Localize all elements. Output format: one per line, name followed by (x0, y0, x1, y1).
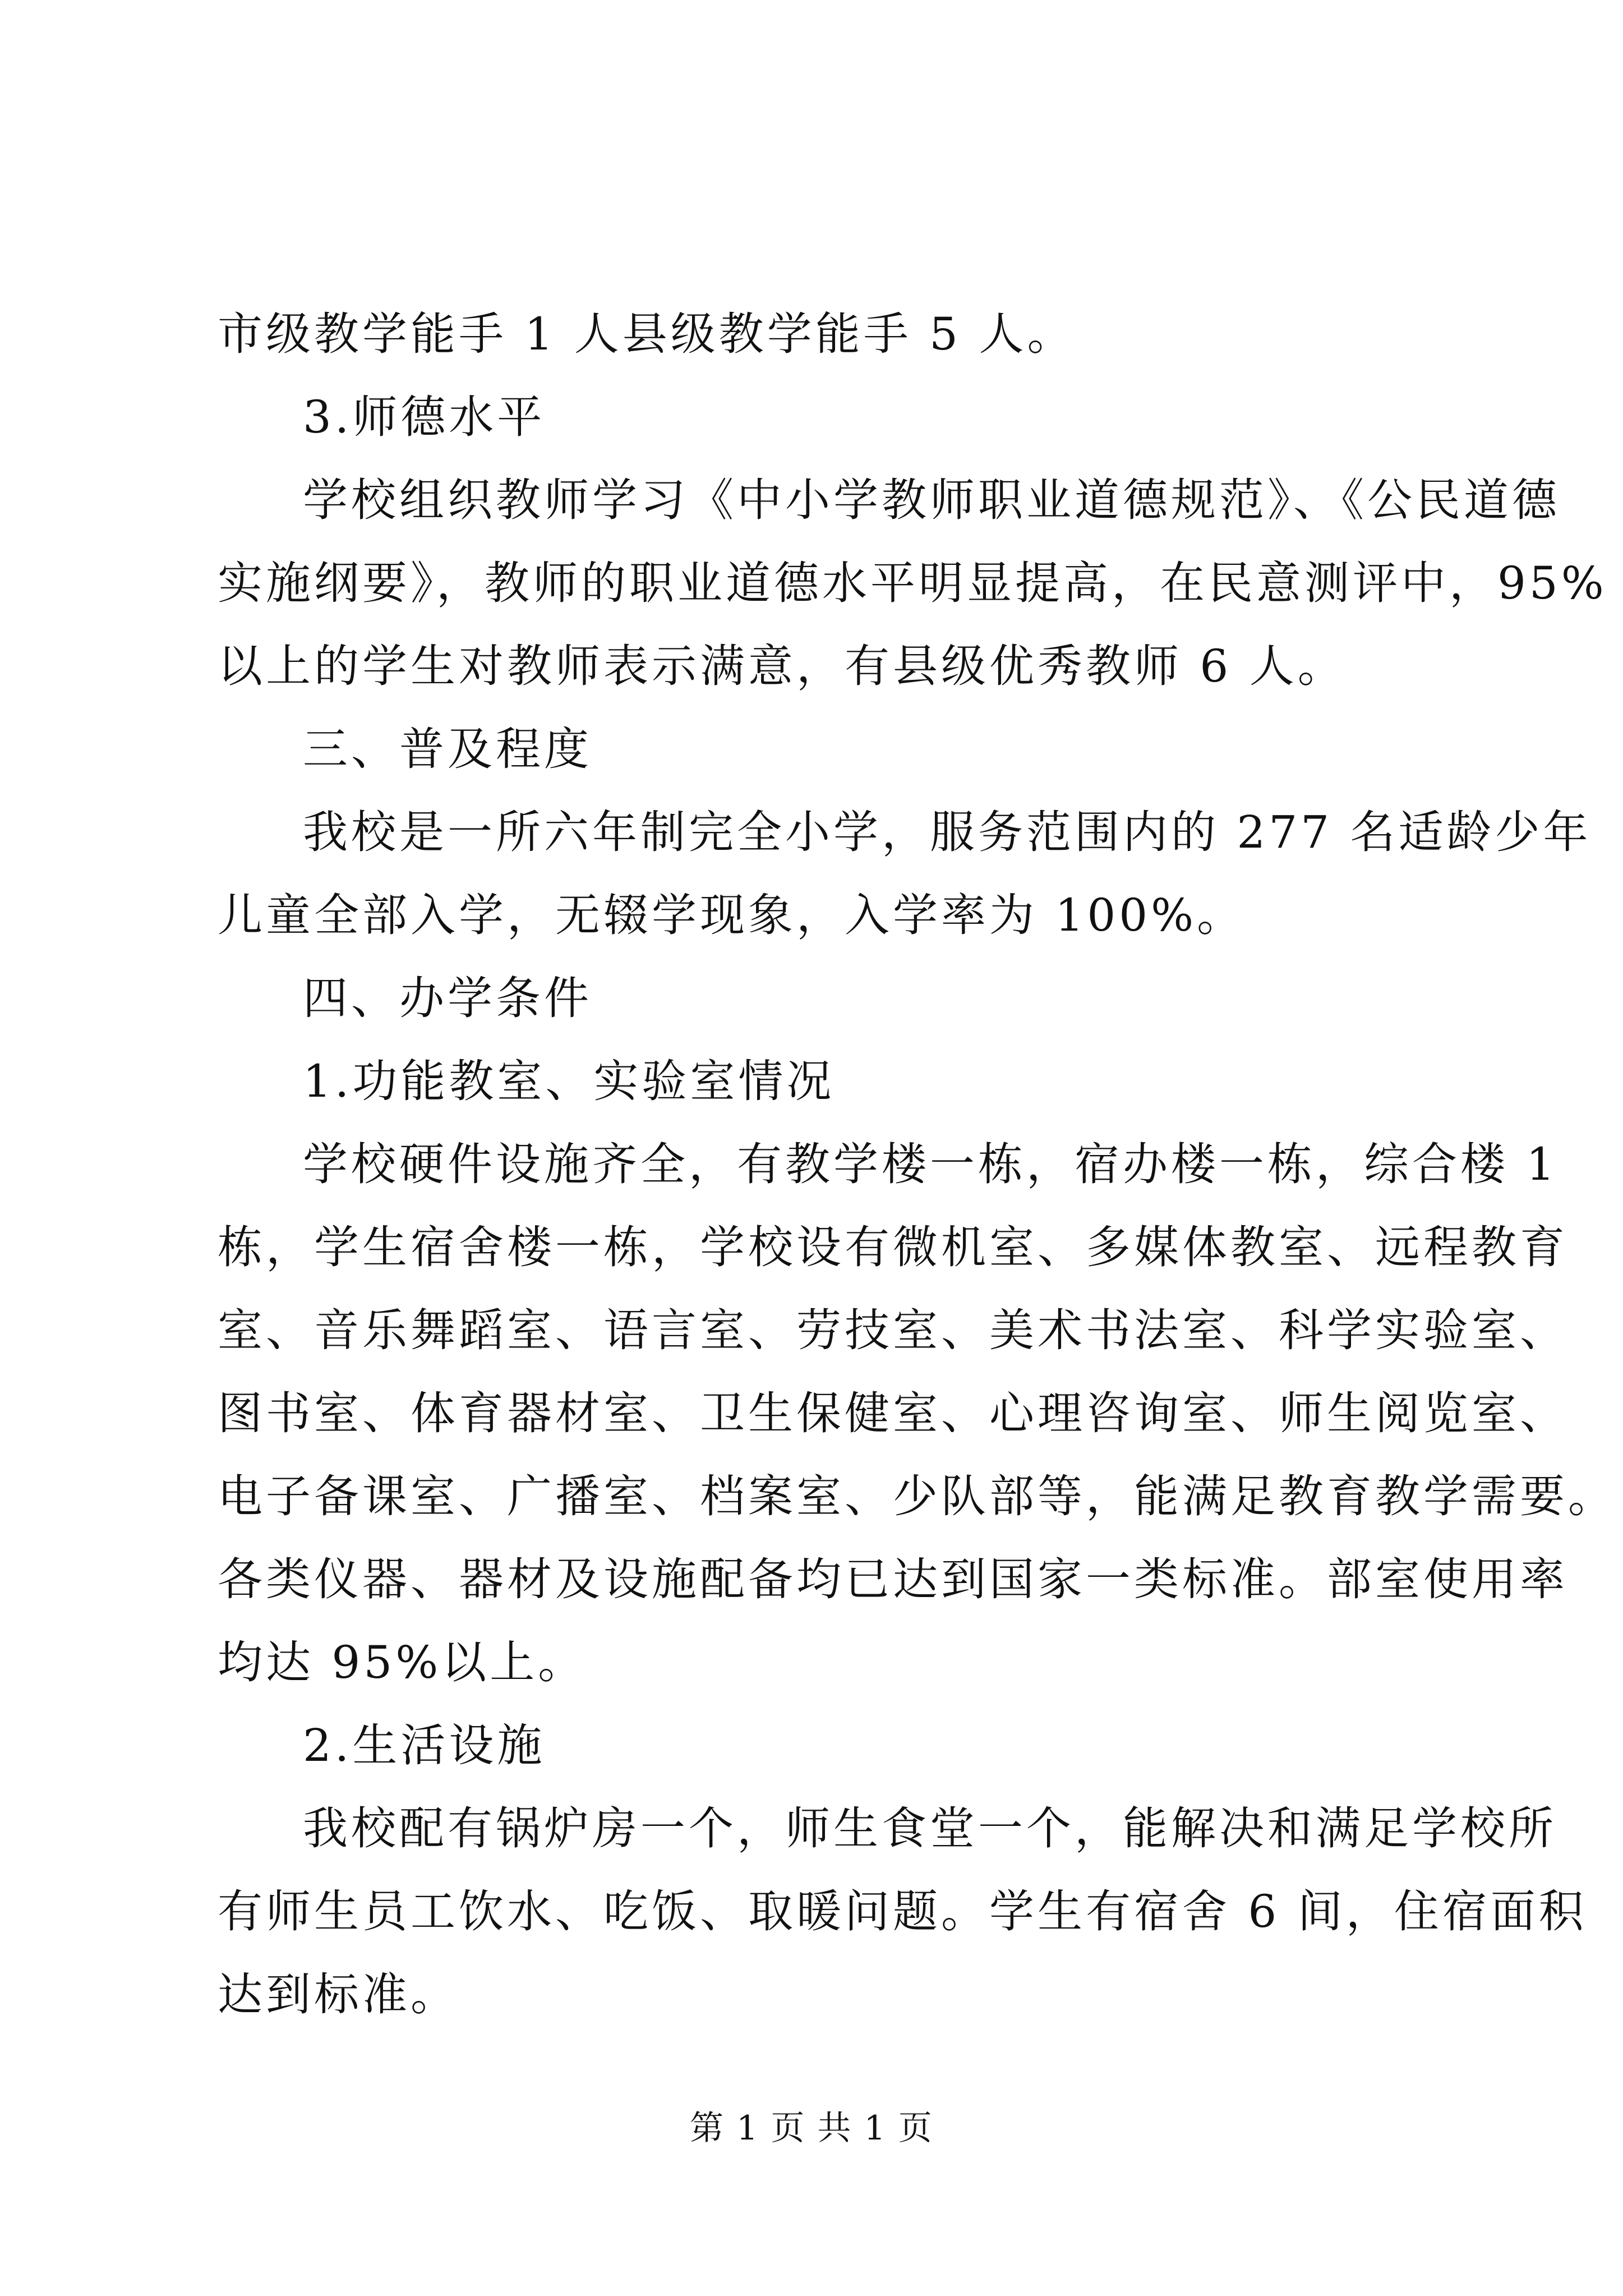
text-line: 电子备课室、广播室、档案室、少队部等，能满足教育教学需要。 (218, 1470, 1616, 1522)
text-line: 各类仪器、器材及设施配备均已达到国家一类标准。部室使用率 (218, 1553, 1568, 1605)
section-heading: 3.师德水平 (303, 391, 546, 443)
section-heading: 2.生活设施 (303, 1719, 546, 1772)
text-line: 有师生员工饮水、吃饭、取暖问题。学生有宿舍 6 间，住宿面积 (218, 1885, 1587, 1938)
text-line: 儿童全部入学，无辍学现象，入学率为 100%。 (218, 889, 1246, 941)
text-line: 市级教学能手 1 人县级教学能手 5 人。 (218, 308, 1076, 360)
page-footer: 第 1 页 共 1 页 (690, 2109, 933, 2148)
text-line: 图书室、体育器材室、卫生保健室、心理咨询室、师生阅览室、 (218, 1387, 1568, 1439)
text-line: 室、音乐舞蹈室、语言室、劳技室、美术书法室、科学实验室、 (218, 1304, 1568, 1356)
text-line: 实施纲要》，教师的职业道德水平明显提高，在民意测评中，95% (218, 557, 1607, 609)
text-line: 学校硬件设施齐全，有教学楼一栋，宿办楼一栋，综合楼 1 (303, 1138, 1559, 1190)
text-line: 我校是一所六年制完全小学，服务范围内的 277 名适龄少年 (303, 806, 1592, 858)
section-heading: 四、办学条件 (303, 972, 592, 1024)
section-heading: 三、普及程度 (303, 723, 592, 775)
text-line: 栋，学生宿舍楼一栋，学校设有微机室、多媒体教室、远程教育 (218, 1221, 1568, 1273)
text-line: 达到标准。 (218, 1968, 459, 2021)
text-line: 以上的学生对教师表示满意，有县级优秀教师 6 人。 (218, 640, 1346, 692)
text-line: 我校配有锅炉房一个，师生食堂一个，能解决和满足学校所 (303, 1802, 1557, 1855)
text-line: 均达 95%以上。 (218, 1636, 587, 1688)
section-heading: 1.功能教室、实验室情况 (303, 1055, 835, 1107)
text-line: 学校组织教师学习《中小学教师职业道德规范》、《公民道德 (303, 474, 1560, 526)
